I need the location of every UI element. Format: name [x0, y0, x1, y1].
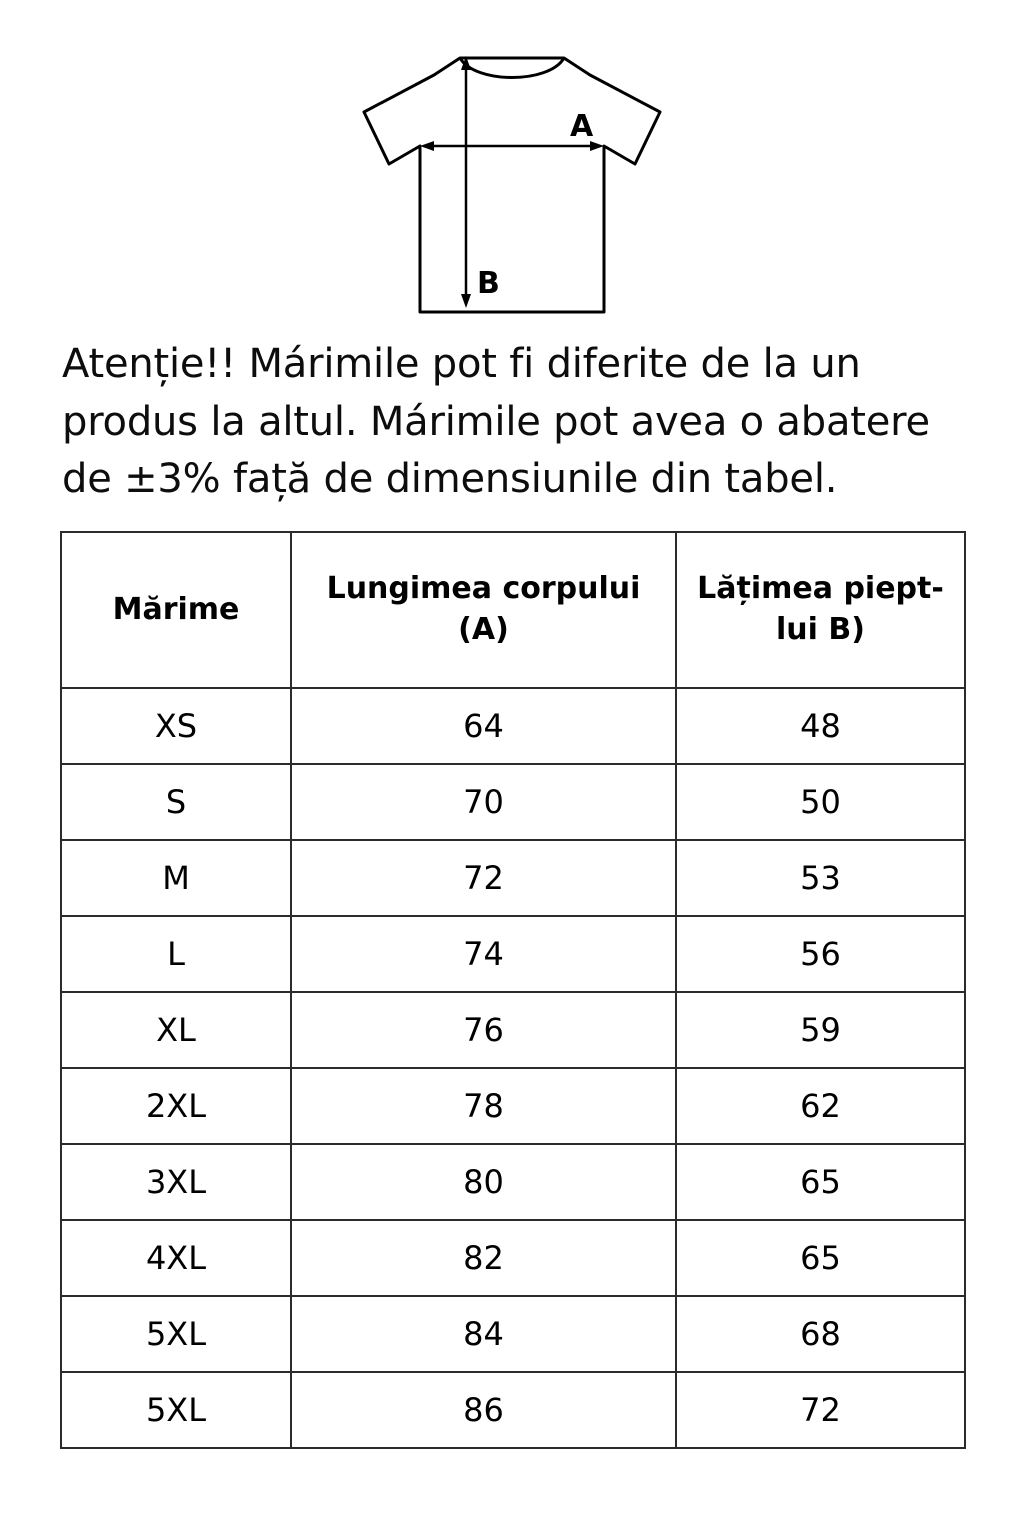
tshirt-measurement-diagram — [342, 28, 682, 318]
table-row — [61, 840, 965, 916]
size-table-body — [61, 688, 965, 1448]
cell-body-length: 64 — [291, 688, 676, 764]
cell-body-length: 74 — [291, 916, 676, 992]
table-row — [61, 1144, 965, 1220]
size-table-container — [60, 531, 964, 1449]
cell-body-length: 78 — [291, 1068, 676, 1144]
table-row — [61, 1372, 965, 1448]
cell-body-length: 82 — [291, 1220, 676, 1296]
cell-body-length: 70 — [291, 764, 676, 840]
table-row — [61, 1220, 965, 1296]
cell-size: 5XL — [61, 1372, 291, 1448]
cell-chest-width: 59 — [676, 992, 965, 1068]
table-row — [61, 1296, 965, 1372]
table-row — [61, 992, 965, 1068]
cell-body-length: 72 — [291, 840, 676, 916]
cell-size: XL — [61, 992, 291, 1068]
cell-chest-width: 62 — [676, 1068, 965, 1144]
diagram-label-a: A — [570, 109, 594, 144]
tshirt-outline — [364, 58, 660, 312]
cell-chest-width: 65 — [676, 1220, 965, 1296]
cell-size: 3XL — [61, 1144, 291, 1220]
cell-size: 2XL — [61, 1068, 291, 1144]
size-table — [60, 531, 966, 1449]
arrow-left-icon — [420, 141, 434, 151]
cell-chest-width: 65 — [676, 1144, 965, 1220]
cell-size: 4XL — [61, 1220, 291, 1296]
cell-body-length: 84 — [291, 1296, 676, 1372]
column-header-chest-width: Lățimea piept-lui B) — [676, 532, 965, 688]
cell-chest-width: 50 — [676, 764, 965, 840]
cell-chest-width: 56 — [676, 916, 965, 992]
column-header-size: Mărime — [61, 532, 291, 688]
size-deviation-notice: Atenție!! Márimile pot fi diferite de la un produs la altul. Márimile pot avea o abatere de ±3% față de dimensiunile din tabel. — [62, 341, 930, 503]
cell-size: L — [61, 916, 291, 992]
table-row — [61, 916, 965, 992]
cell-chest-width: 48 — [676, 688, 965, 764]
cell-size: XS — [61, 688, 291, 764]
cell-chest-width: 68 — [676, 1296, 965, 1372]
cell-size: M — [61, 840, 291, 916]
cell-size: 5XL — [61, 1296, 291, 1372]
table-row — [61, 688, 965, 764]
cell-body-length: 80 — [291, 1144, 676, 1220]
cell-body-length: 86 — [291, 1372, 676, 1448]
tshirt-collar — [460, 58, 564, 78]
cell-size: S — [61, 764, 291, 840]
cell-chest-width: 72 — [676, 1372, 965, 1448]
table-header-row — [61, 532, 965, 688]
column-header-body-length: Lungimea corpului (A) — [291, 532, 676, 688]
table-row — [61, 1068, 965, 1144]
cell-chest-width: 53 — [676, 840, 965, 916]
size-table-header — [61, 532, 965, 688]
table-row — [61, 764, 965, 840]
arrow-down-icon — [461, 294, 471, 308]
cell-body-length: 76 — [291, 992, 676, 1068]
diagram-container — [0, 0, 1024, 318]
diagram-label-b: B — [477, 266, 500, 301]
